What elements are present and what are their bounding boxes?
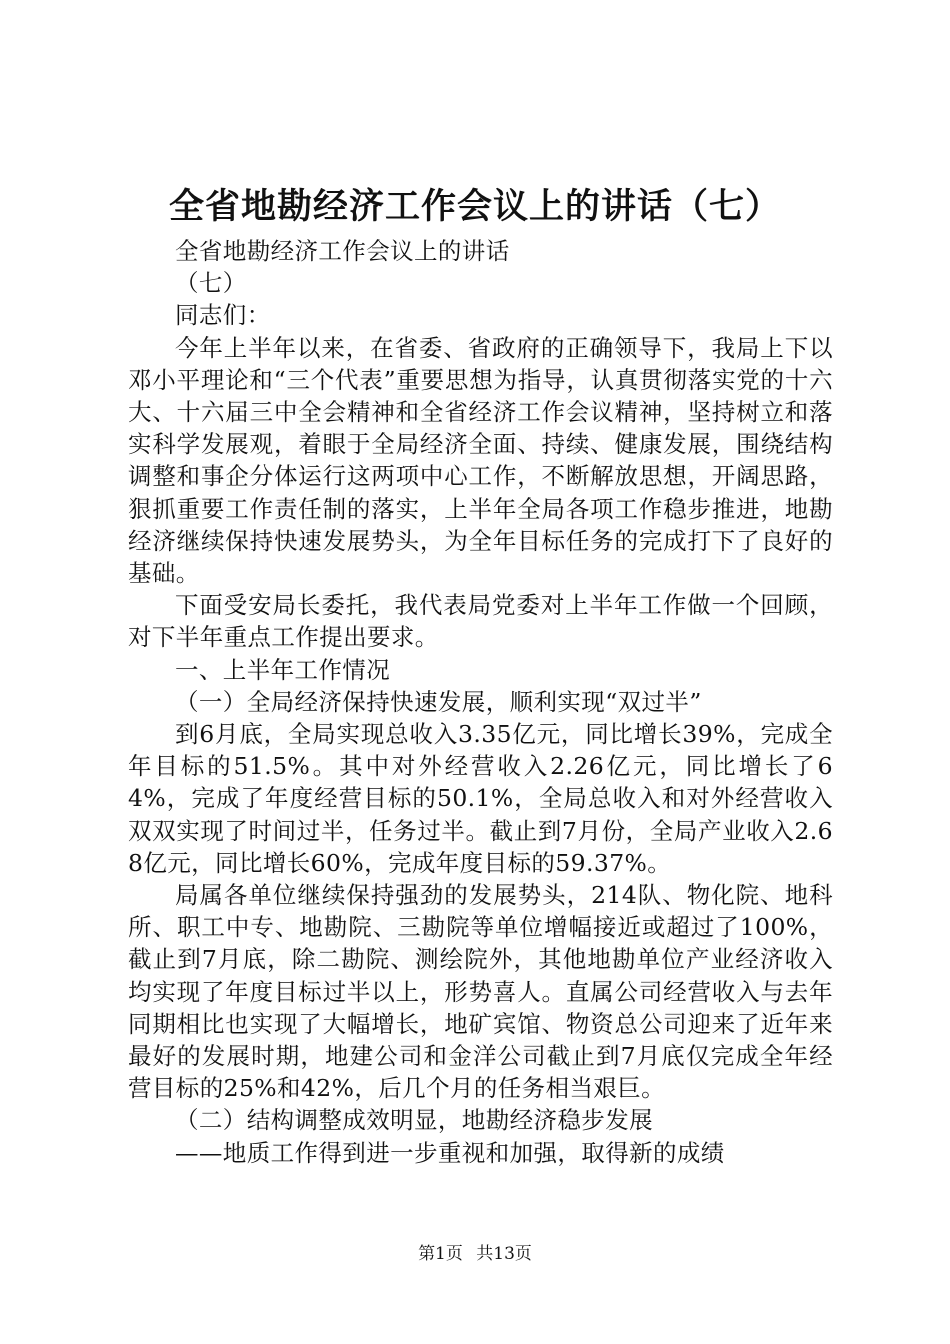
subtitle-paragraph: 全省地勘经济工作会议上的讲话	[175, 237, 510, 265]
geology-work-paragraph: ——地质工作得到进一步重视和加强，取得新的成绩	[175, 1138, 725, 1167]
page-number: 第1页	[418, 1244, 463, 1264]
subtitle-number-paragraph: （七）	[175, 269, 247, 298]
document-title: 全省地勘经济工作会议上的讲话（七）	[168, 186, 781, 227]
page-total: 共13页	[476, 1244, 532, 1264]
review-paragraph: 下面受安局长委托，我代表局党委对上半年工作做一个回顾，对下半年重点工作提出要求。	[128, 591, 833, 652]
document-body	[128, 235, 833, 1169]
revenue-paragraph: 到6月底，全局实现总收入3.35亿元，同比增长39%，完成全年目标的51.5%。其中对外经营收入2.26亿元，同比增长了64%，完成了年度经营目标的50.1%，全局总收入和对外经营收入双双实现了时间过半，任务过半。截止到7月份，全局产业收入2.68亿元，同比增长60%，完成年度目标的59.37%。	[128, 720, 833, 877]
units-paragraph: 局属各单位继续保持强劲的发展势头，214队、物化院、地科所、职工中专、地勘院、三勘院等单位增幅接近或超过了100%，截止到7月底，除二勘院、测绘院外，其他地勘单位产业经济收入均实现了年度目标过半以上，形势喜人。直属公司经营收入与去年同期相比也实现了大幅增长，地矿宾馆、物资总公司迎来了近年来最好的发展时期，地建公司和金洋公司截止到7月底仅完成全年经营目标的25%和42%，后几个月的任务相当艰巨。	[128, 881, 833, 1103]
intro-paragraph: 今年上半年以来，在省委、省政府的正确领导下，我局上下以邓小平理论和“三个代表”重要思想为指导，认真贯彻落实党的十六大、十六届三中全会精神和全省经济工作会议精神，坚持树立和落实科学发展观，着眼于全局经济全面、持续、健康发展，围绕结构调整和事企分体运行这两项中心工作，不断解放思想，开阔思路，狠抓重要工作责任制的落实，上半年全局各项工作稳步推进，地勘经济继续保持快速发展势头，为全年目标任务的完成打下了良好的基础。	[128, 333, 833, 588]
page-footer	[0, 1242, 950, 1266]
subsection-heading-1: （一）全局经济保持快速发展，顺利实现“双过半”	[175, 687, 702, 716]
salutation-paragraph: 同志们：	[175, 301, 271, 330]
subsection-heading-2: （二）结构调整成效明显，地勘经济稳步发展	[175, 1106, 653, 1135]
section-heading-1: 一、上半年工作情况	[175, 655, 391, 684]
